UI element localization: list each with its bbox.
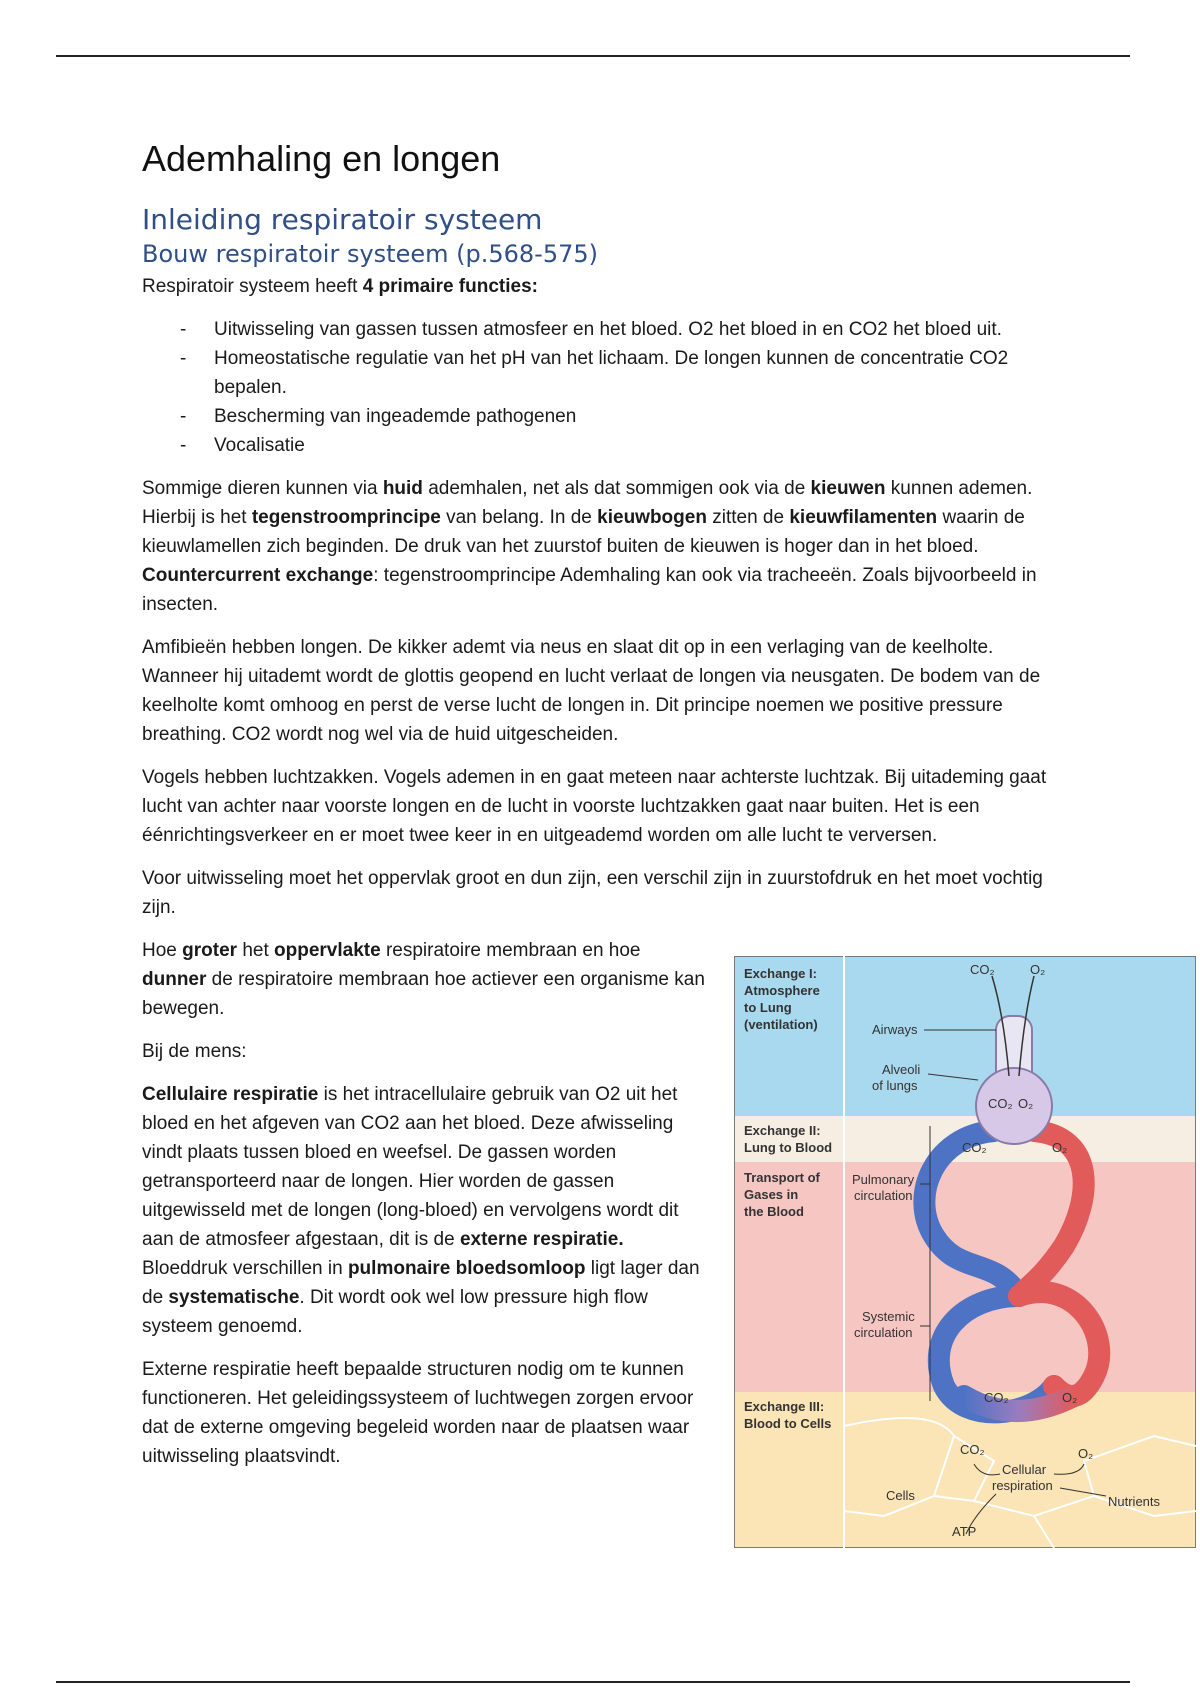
intro-paragraph: Respiratoir systeem heeft 4 primaire functies: (142, 276, 538, 297)
o2-label: O₂ (1052, 1140, 1068, 1155)
subsection-heading: Bouw respiratoir systeem (p.568-575) (142, 240, 598, 268)
paragraph-cellular-respiration: Cellulaire respiratie is het intracellulaire gebruik van O2 uit het bloed en het afgeven van CO2 aan het bloed. Deze afwisseling vindt plaats tussen bloed en weefsel. De gassen worden getransporteerd naar de longen. Hier worden de gassen uitgewisseld met de longen (long-bloed) en vervolgens wordt dit aan de atmosfeer afgestaan, dit is de externe respiratie. Bloeddruk verschillen in pulmonaire bloedsomloop ligt lager dan de systematische. Dit wordt ook wel low pressure high flow systeem genoemd. (142, 1084, 700, 1337)
list-item: - Vocalisatie (142, 431, 1062, 460)
co2-label: CO₂ (960, 1442, 985, 1457)
paragraph-birds: Vogels hebben luchtzakken. Vogels ademen in en gaat meteen naar achterste luchtzak. Bij uitademing gaat lucht van achter naar voorste longen en de lucht in voorste luchtzakken gaat naar buiten. Het is een éénrichtingsverkeer en er moet twee keer in en uitgeademd worden om alle lucht te verversen. (142, 767, 1047, 846)
list-item: - Bescherming van ingeademde pathogenen (142, 402, 1062, 431)
functions-list (142, 315, 1062, 460)
alveoli-label: Alveoli of lungs (872, 1062, 921, 1093)
zone-label-3: Transport of Gases in the Blood (744, 1170, 820, 1219)
o2-label: O₂ (1062, 1390, 1078, 1405)
paragraph-external-respiration: Externe respiratie heeft bepaalde structuren nodig om te kunnen functioneren. Het geleidingssysteem of luchtwegen zorgen ervoor dat de externe omgeving begeleid worden naar de plaatsen waar uitwisseling plaatsvindt. (142, 1359, 694, 1467)
zone-label-4: Exchange III: Blood to Cells (744, 1399, 832, 1431)
systemic-label: Systemic circulation (854, 1309, 915, 1340)
o2-label: O₂ (1078, 1446, 1094, 1461)
respiration-diagram (734, 956, 1196, 1548)
section-heading: Inleiding respiratoir systeem (142, 203, 543, 236)
pulmonary-label: Pulmonary circulation (852, 1172, 915, 1203)
wrapped-text-column (142, 936, 707, 1471)
paragraph-human: Bij de mens: (142, 1041, 247, 1062)
paragraph-exchange: Voor uitwisseling moet het oppervlak groot en dun zijn, een verschil zijn in zuurstofdruk en het moet vochtig zijn. (142, 868, 1043, 918)
co2-label: CO₂ (970, 962, 995, 977)
zone-label-2: Exchange II: Lung to Blood (744, 1123, 833, 1155)
o2-label: O₂ (1030, 962, 1046, 977)
paragraph-gills: Sommige dieren kunnen via huid ademhalen, net als dat sommigen ook via de kieuwen kunnen ademen. Hierbij is het tegenstroomprincipe van belang. In de kieuwbogen zitten de kieuwfilamenten waarin de kieuwlamellen zich beginden. De druk van het zuurstof buiten de kieuwen is hoger dan in het bloed. Countercurrent exchange: tegenstroomprincipe Ademhaling kan ook via tracheeën. Zoals bijvoorbeeld in insecten. (142, 478, 1037, 615)
zone-label-1: Exchange I: Atmosphere to Lung (ventilation) (744, 966, 820, 1032)
atp-label: ATP (952, 1524, 977, 1539)
cells-label: Cells (886, 1488, 915, 1503)
nutrients-label: Nutrients (1108, 1494, 1161, 1509)
airways-label: Airways (872, 1022, 918, 1037)
co2-label: CO₂ (984, 1390, 1009, 1405)
header-rule (56, 55, 1130, 57)
page-title: Ademhaling en longen (142, 138, 501, 179)
zone-transport (734, 1162, 1196, 1392)
paragraph-amphibians: Amfibieën hebben longen. De kikker ademt via neus en slaat dit op in een verlaging van de keelholte. Wanneer hij uitademt wordt de glottis geopend en lucht verlaat de longen via neusgaten. De bodem van de keelholte komt omhoog en perst de verse lucht de longen in. Dit principe noemen we positive pressure breathing. CO2 wordt nog wel via de huid uitgescheiden. (142, 637, 1041, 745)
cellular-respiration-label: Cellular respiration (992, 1462, 1053, 1493)
co2-label: CO₂ (988, 1096, 1013, 1111)
list-item: - Uitwisseling van gassen tussen atmosfeer en het bloed. O2 het bloed in en CO2 het bloed uit. (142, 315, 1062, 344)
co2-label: CO₂ (962, 1140, 987, 1155)
o2-label: O₂ (1018, 1096, 1034, 1111)
list-item: - Homeostatische regulatie van het pH van het lichaam. De longen kunnen de concentratie CO2 bepalen. (142, 344, 1062, 402)
paragraph-membrane: Hoe groter het oppervlakte respiratoire membraan en hoe dunner de respiratoire membraan hoe actiever een organisme kan bewegen. (142, 940, 705, 1019)
footer-rule (56, 1681, 1130, 1683)
